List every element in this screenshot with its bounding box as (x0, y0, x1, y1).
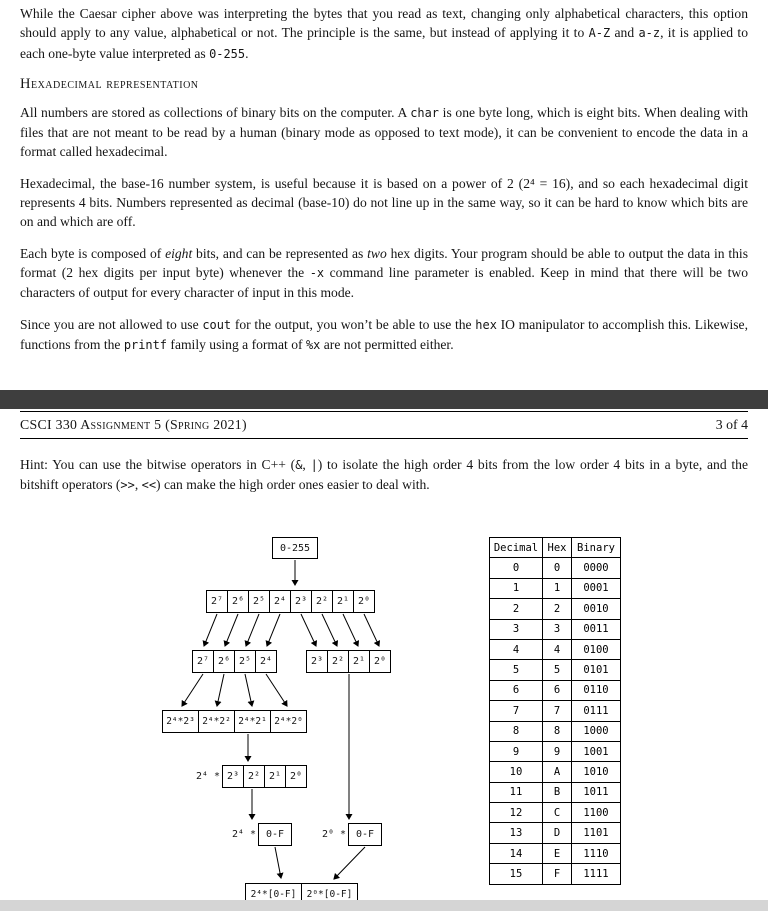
hex-cell: 8 (543, 721, 572, 741)
bit-box: 2¹ (332, 590, 354, 613)
hex-cell: D (543, 823, 572, 843)
hex-cell: 3 (543, 619, 572, 639)
hex-cell: 9 (543, 741, 572, 761)
hex-table-row (490, 660, 621, 680)
bit-box: 2² (311, 590, 333, 613)
binary-cell: 0001 (572, 578, 621, 598)
bit-box: 2⁷ (192, 650, 214, 673)
bit-box: 2⁶ (213, 650, 235, 673)
hex-cell: F (543, 864, 572, 884)
hex-table-row (490, 599, 621, 619)
hex-table-row (490, 578, 621, 598)
decimal-cell: 10 (490, 762, 543, 782)
byte-bits-row (206, 590, 375, 613)
paragraph-no-cout: Since you are not allowed to use cout for the output, you won’t be able to use the hex IO manipulator to accomplish this. Likewise, functions from the printf family using a format of %x are not permitted either. (20, 316, 748, 352)
bit-box: 2⁶ (227, 590, 249, 613)
binary-cell: 1110 (572, 843, 621, 863)
binary-cell: 1100 (572, 803, 621, 823)
hex-table-row (490, 680, 621, 700)
high-factor-label: 2⁴ * (232, 829, 257, 840)
decimal-cell: 15 (490, 864, 543, 884)
hex-table-row (490, 782, 621, 802)
hex-table-row (490, 762, 621, 782)
decimal-cell: 3 (490, 619, 543, 639)
hex-cell: 0 (543, 558, 572, 578)
paragraph-base16: Hexadecimal, the base-16 number system, is useful because it is based on a power of 2 (2⁴ = 16), and so each hexadecimal digit represents 4 bits. Numbers represented as decimal (base-10) do not line up in the same way, so it can be hard to know which bits are on and which are off. (20, 175, 748, 230)
result-box: 2⁰*[0-F] (301, 883, 358, 906)
hex-table-row (490, 864, 621, 884)
binary-cell: 1011 (572, 782, 621, 802)
binary-cell: 0011 (572, 619, 621, 639)
decimal-cell: 11 (490, 782, 543, 802)
hex-table-row (490, 843, 621, 863)
hex-cell: 6 (543, 680, 572, 700)
section-heading-hexadecimal: Hexadecimal representation (20, 75, 199, 92)
scaled-bit-box: 2⁴*2¹ (234, 710, 271, 733)
decimal-cell: 2 (490, 599, 543, 619)
hex-cell: B (543, 782, 572, 802)
hex-cell: 2 (543, 599, 572, 619)
bit-box: 2⁴ (269, 590, 291, 613)
scaled-high-row (162, 710, 307, 733)
binary-cell: 1000 (572, 721, 621, 741)
high-nibble-row (192, 650, 277, 673)
hex-cell: C (543, 803, 572, 823)
hex-cell: 7 (543, 701, 572, 721)
viewport-bottom-bar (0, 900, 768, 911)
bit-box: 2⁰ (353, 590, 375, 613)
hex-table-row (490, 558, 621, 578)
decimal-cell: 0 (490, 558, 543, 578)
bit-box: 2⁵ (248, 590, 270, 613)
result-box: 2⁴*[0-F] (245, 883, 302, 906)
scaled-bit-box: 2⁴*2² (198, 710, 235, 733)
decimal-cell: 12 (490, 803, 543, 823)
bit-box: 2⁵ (234, 650, 256, 673)
decimal-cell: 14 (490, 843, 543, 863)
binary-cell: 0101 (572, 660, 621, 680)
hex-table-row (490, 803, 621, 823)
high-hex-range-box: 0-F (258, 823, 292, 846)
binary-cell: 0110 (572, 680, 621, 700)
low-hex-range-box: 0-F (348, 823, 382, 846)
hex-cell: 4 (543, 639, 572, 659)
scaled-bit-box: 2⁴*2⁰ (270, 710, 307, 733)
byte-range-box: 0-255 (272, 537, 318, 559)
hex-table-row (490, 741, 621, 761)
binary-cell: 1101 (572, 823, 621, 843)
hex-table-row (490, 823, 621, 843)
bit-decomposition-diagram (0, 530, 470, 911)
decimal-cell: 6 (490, 680, 543, 700)
bit-box: 2² (327, 650, 349, 673)
hex-cell: 1 (543, 578, 572, 598)
binary-cell: 1010 (572, 762, 621, 782)
binary-cell: 1001 (572, 741, 621, 761)
scaled-bit-box: 2⁴*2³ (162, 710, 199, 733)
hex-table-row (490, 721, 621, 741)
low-nibble-row (306, 650, 391, 673)
bit-box: 2¹ (264, 765, 286, 788)
col-header-hex: Hex (543, 538, 572, 558)
hex-cell: A (543, 762, 572, 782)
paragraph-two-hex-digits: Each byte is composed of eight bits, and can be represented as two hex digits. Your program should be able to output the data in this format (2 hex digits per input byte) whenever the -x command line parameter is enabled. Keep in mind that there will be two characters of output for every character of input in this mode. (20, 245, 749, 301)
hex-table-row (490, 639, 621, 659)
bit-box: 2¹ (348, 650, 370, 673)
binary-cell: 0111 (572, 701, 621, 721)
decimal-cell: 4 (490, 639, 543, 659)
document-text (20, 4, 748, 367)
bit-box: 2⁷ (206, 590, 228, 613)
paragraph-binary-bits: All numbers are stored as collections of binary bits on the computer. A char is one byte long, which is eight bits. When dealing with files that are not meant to be read by a human (binary mode as opposed to text mode), it can be convenient to encode the data in a format called hexadecimal. (20, 104, 748, 160)
bit-box: 2⁰ (369, 650, 391, 673)
binary-cell: 0100 (572, 639, 621, 659)
decimal-cell: 1 (490, 578, 543, 598)
factor-label: 2⁴ * (196, 771, 221, 782)
bit-box: 2³ (306, 650, 328, 673)
hex-conversion-table (489, 537, 621, 885)
hex-table-header-row (490, 538, 621, 558)
bit-box: 2⁴ (255, 650, 277, 673)
hex-cell: 5 (543, 660, 572, 680)
decimal-cell: 7 (490, 701, 543, 721)
low-factor-label: 2⁰ * (322, 829, 347, 840)
paragraph-caesar-option: While the Caesar cipher above was interpreting the bytes that you read as text, changing only alphabetical characters, this option should apply to any value, alphabetical or not. The principle is the same, but instead of applying it to A-Z and a-z, it is applied to each one-byte value interpreted as 0-255. (20, 6, 748, 61)
page-separator-band (0, 390, 768, 409)
bit-box: 2³ (290, 590, 312, 613)
running-header (20, 411, 748, 439)
page-number: 3 of 4 (715, 417, 748, 432)
decimal-cell: 9 (490, 741, 543, 761)
decimal-cell: 13 (490, 823, 543, 843)
factored-row (222, 765, 307, 788)
decimal-cell: 8 (490, 721, 543, 741)
col-header-binary: Binary (572, 538, 621, 558)
binary-cell: 1111 (572, 864, 621, 884)
hex-cell: E (543, 843, 572, 863)
binary-cell: 0010 (572, 599, 621, 619)
bit-box: 2⁰ (285, 765, 307, 788)
binary-cell: 0000 (572, 558, 621, 578)
decimal-cell: 5 (490, 660, 543, 680)
course-assignment-title: CSCI 330 Assignment 5 (Spring 2021) (20, 417, 247, 432)
col-header-decimal: Decimal (490, 538, 543, 558)
bit-box: 2³ (222, 765, 244, 788)
hint-paragraph: Hint: You can use the bitwise operators in C++ (&, |) to isolate the high order 4 bits from the low order 4 bits in a byte, and the bitshift operators (>>, <<) can make the high order ones easier to deal with. (20, 457, 749, 493)
hex-table-row (490, 619, 621, 639)
bit-box: 2² (243, 765, 265, 788)
hex-table-row (490, 701, 621, 721)
